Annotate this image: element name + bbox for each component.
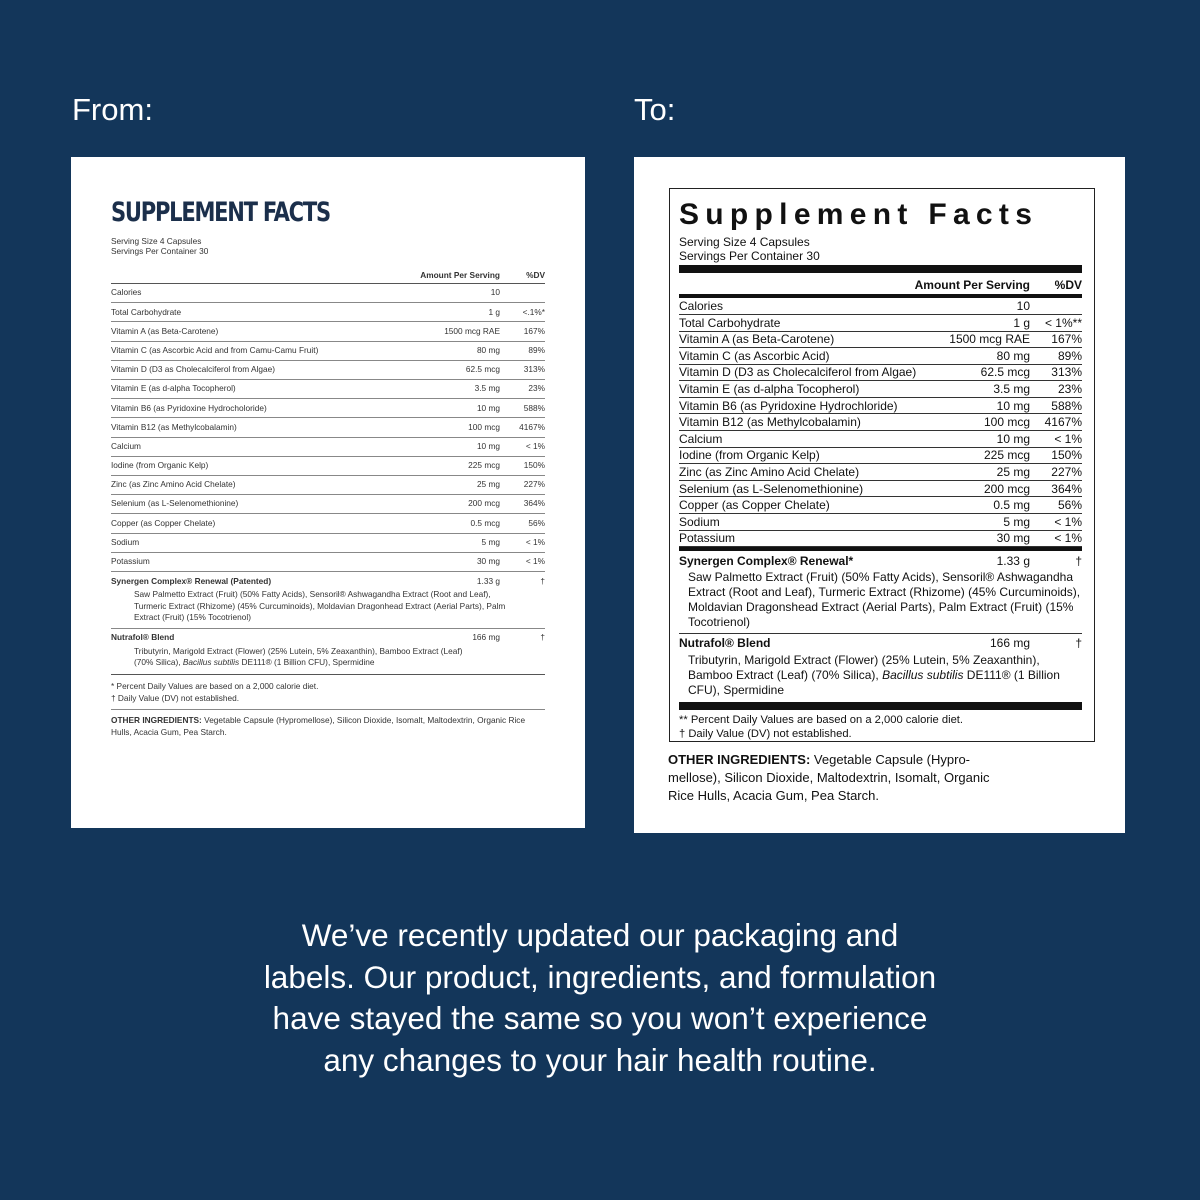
- new-nutrient-row: [679, 365, 1082, 382]
- old-nutrient-row: [111, 361, 545, 380]
- old-nutrient-name: Vitamin E (as d-alpha Tocopherol): [111, 383, 236, 394]
- old-nutrient-name: Copper (as Copper Chelate): [111, 517, 216, 528]
- old-nutrient-amount: 25 mg: [476, 479, 500, 490]
- new-nutrient-row: [679, 431, 1082, 448]
- old-nutrient-name: Potassium: [111, 556, 150, 567]
- to-heading: To:: [634, 92, 676, 127]
- new-nutrient-name: Potassium: [679, 531, 736, 546]
- new-nutrient-row: [679, 448, 1082, 465]
- old-nutrient-name: Selenium (as L-Selenomethionine): [111, 498, 239, 509]
- old-nutrient-dv: 56%: [528, 517, 545, 528]
- new-nutrient-row: [679, 348, 1082, 365]
- new-nutrient-dv: 227%: [1051, 464, 1082, 479]
- old-blend1-header: [111, 577, 545, 587]
- new-col-amount: Amount Per Serving: [914, 277, 1030, 292]
- new-label-title: Supplement Facts: [679, 198, 1039, 231]
- new-blend2-header: [679, 636, 1082, 650]
- old-label-title: SUPPLEMENT FACTS: [111, 197, 330, 228]
- old-nutrient-name: Total Carbohydrate: [111, 306, 182, 317]
- new-blend2-amount: 166 mg: [989, 636, 1030, 651]
- old-nutrient-name: Sodium: [111, 536, 140, 547]
- old-nutrient-name: Iodine (from Organic Kelp): [111, 460, 209, 471]
- new-serving-size: Serving Size 4 Capsules: [679, 235, 810, 249]
- new-nutrient-dv: 364%: [1051, 481, 1082, 496]
- old-nutrient-amount: 10 mg: [476, 402, 500, 413]
- old-nutrient-dv: 227%: [523, 479, 545, 490]
- new-blend1-ingredients: Saw Palmetto Extract (Fruit) (50% Fatty Acids), Sensoril® Ashwagandha Extract (Root and Leaf), Turmeric Extract (Rhizome) (45% Curcuminoids), Moldavian Dragonshead Extract (Aerial Parts), Palm Extract (Fruit) (15% Tocotrienol): [688, 570, 1081, 630]
- old-nutrient-name: Vitamin D (D3 as Cholecalciferol from Algae): [111, 364, 276, 375]
- new-nutrient-amount: 62.5 mcg: [980, 365, 1030, 380]
- new-nutrient-table: [679, 298, 1082, 547]
- old-nutrient-dv: 313%: [523, 364, 545, 375]
- old-nutrient-name: Zinc (as Zinc Amino Acid Chelate): [111, 479, 236, 490]
- new-nutrient-name: Vitamin B12 (as Methylcobalamin): [679, 415, 861, 430]
- new-nutrient-name: Vitamin B6 (as Pyridoxine Hydrochloride): [679, 398, 898, 413]
- old-supplement-facts-panel: [111, 197, 545, 738]
- old-blend2-amount: 166 mg: [472, 631, 500, 642]
- old-blend2-dv: †: [540, 631, 545, 642]
- old-footnote-percent-dv: * Percent Daily Values are based on a 2,000 calorie diet.: [111, 680, 319, 691]
- old-nutrient-dv: 23%: [528, 383, 545, 394]
- new-footnotes: [679, 713, 1082, 742]
- new-nutrient-amount: 1500 mcg RAE: [949, 332, 1030, 347]
- new-nutrient-row: [679, 298, 1082, 315]
- new-nutrient-amount: 25 mg: [996, 464, 1030, 479]
- new-nutrient-dv: 313%: [1051, 365, 1082, 380]
- old-nutrient-dv: < 1%: [525, 536, 545, 547]
- old-nutrient-amount: 62.5 mcg: [465, 364, 500, 375]
- old-blend1-name: Synergen Complex® Renewal (Patented): [111, 575, 272, 586]
- new-nutrient-row: [679, 464, 1082, 481]
- new-nutrient-dv: 89%: [1057, 348, 1082, 363]
- old-nutrient-dv: 4167%: [519, 421, 545, 432]
- new-nutrient-amount: 10 mg: [996, 431, 1030, 446]
- new-footnote-dagger: † Daily Value (DV) not established.: [679, 728, 852, 741]
- new-nutrient-amount: 0.5 mg: [993, 498, 1030, 513]
- old-nutrient-row: [111, 476, 545, 495]
- new-servings-per-container: Servings Per Container 30: [679, 249, 820, 264]
- old-serving-size: Serving Size 4 Capsules: [111, 236, 202, 246]
- old-nutrient-amount: 1 g: [488, 306, 500, 317]
- new-nutrient-amount: 1 g: [1013, 315, 1030, 330]
- new-blend1-name: Synergen Complex® Renewal*: [679, 554, 854, 569]
- new-supplement-facts-panel: [669, 188, 1095, 742]
- new-other-ingredients: OTHER INGREDIENTS: Vegetable Capsule (Hypro-mellose), Silicon Dioxide, Maltodextrin, Isomalt, Organic Rice Hulls, Acacia Gum, Pea Starch.: [668, 752, 990, 804]
- new-nutrient-dv: 167%: [1051, 332, 1082, 347]
- old-nutrient-row: [111, 495, 545, 514]
- old-nutrient-amount: 200 mcg: [468, 498, 500, 509]
- old-col-amount: Amount Per Serving: [420, 269, 500, 280]
- old-table-header: [111, 265, 545, 284]
- old-nutrient-row: [111, 342, 545, 361]
- new-col-dv: %DV: [1054, 277, 1082, 292]
- old-nutrient-dv: 89%: [528, 344, 545, 355]
- old-nutrient-name: Vitamin B6 (as Pyridoxine Hydrocholoride): [111, 402, 267, 413]
- new-nutrient-row: [679, 332, 1082, 349]
- new-nutrient-name: Vitamin C (as Ascorbic Acid): [679, 348, 830, 363]
- old-blend2-name: Nutrafol® Blend: [111, 631, 175, 642]
- new-nutrient-name: Sodium: [679, 514, 720, 529]
- old-nutrient-amount: 1500 mcg RAE: [444, 325, 500, 336]
- old-nutrient-row: [111, 438, 545, 457]
- new-nutrient-dv: < 1%: [1054, 431, 1082, 446]
- new-nutrient-dv: 150%: [1051, 448, 1082, 463]
- old-nutrient-name: Vitamin C (as Ascorbic Acid and from Camu-Camu Fruit): [111, 344, 319, 355]
- new-blend1-amount: 1.33 g: [996, 554, 1030, 569]
- new-nutrient-amount: 100 mcg: [983, 415, 1030, 430]
- old-nutrient-row: [111, 399, 545, 418]
- old-nutrient-dv: <.1%*: [522, 306, 545, 317]
- new-nutrient-row: [679, 481, 1082, 498]
- old-nutrient-row: [111, 284, 545, 303]
- old-nutrient-dv: 364%: [523, 498, 545, 509]
- new-nutrient-name: Total Carbohydrate: [679, 315, 781, 330]
- new-nutrient-amount: 5 mg: [1003, 514, 1030, 529]
- new-nutrient-dv: 56%: [1057, 498, 1082, 513]
- old-nutrient-row: [111, 553, 545, 572]
- new-table-header: [679, 275, 1082, 298]
- new-nutrient-name: Zinc (as Zinc Amino Acid Chelate): [679, 464, 860, 479]
- old-nutrient-dv: 167%: [523, 325, 545, 336]
- old-nutrient-name: Vitamin B12 (as Methylcobalamin): [111, 421, 237, 432]
- new-nutrient-dv: 588%: [1051, 398, 1082, 413]
- new-nutrient-amount: 30 mg: [996, 531, 1030, 546]
- old-nutrient-dv: 150%: [523, 460, 545, 471]
- new-nutrient-name: Calories: [679, 299, 724, 314]
- new-nutrient-dv: < 1%: [1054, 514, 1082, 529]
- new-nutrient-amount: 225 mcg: [983, 448, 1030, 463]
- new-nutrient-row: [679, 514, 1082, 531]
- new-nutrient-row: [679, 497, 1082, 514]
- new-nutrient-row: [679, 414, 1082, 431]
- old-nutrient-row: [111, 534, 545, 553]
- old-blend1-ingredients: Saw Palmetto Extract (Fruit) (50% Fatty Acids), Sensoril® Ashwagandha Extract (Root and Leaf), Turmeric Extract (Rhizome) (45% Curcuminoids), Moldavian Dragonhead Extract (Aerial Parts), Palm Extract (Fruit) (15% Tocotrienol): [134, 589, 506, 622]
- old-nutrient-row: [111, 457, 545, 476]
- new-nutrient-amount: 80 mg: [996, 348, 1030, 363]
- old-nutrient-name: Calcium: [111, 440, 141, 451]
- old-nutrient-amount: 80 mg: [476, 344, 500, 355]
- old-nutrient-dv: < 1%: [525, 440, 545, 451]
- new-blend2-ingredients: Tributyrin, Marigold Extract (Flower) (25% Lutein, 5% Zeaxanthin), Bamboo Extract (Leaf) (70% Silica), Bacillus subtilis DE111® (1 Billion CFU), Spermidine: [688, 652, 1060, 697]
- new-nutrient-amount: 200 mcg: [983, 481, 1030, 496]
- old-nutrient-dv: 588%: [523, 402, 545, 413]
- message-line-2: labels. Our product, ingredients, and formulation: [263, 958, 937, 995]
- old-nutrient-amount: 3.5 mg: [474, 383, 500, 394]
- old-nutrient-amount: 5 mg: [481, 536, 500, 547]
- new-blend1-header: [679, 554, 1082, 568]
- from-heading: From:: [72, 92, 153, 127]
- message-line-1: We’ve recently updated our packaging and: [301, 917, 899, 953]
- new-nutrient-row: [679, 315, 1082, 332]
- old-nutrient-dv: < 1%: [525, 556, 545, 567]
- old-nutrient-row: [111, 514, 545, 533]
- new-nutrient-dv: < 1%: [1054, 531, 1082, 546]
- old-other-ingredients: OTHER INGREDIENTS: Vegetable Capsule (Hypromellose), Silicon Dioxide, Isomalt, Maltodextrin, Organic Rice Hulls, Acacia Gum, Pea Starch.: [111, 709, 545, 738]
- old-nutrient-amount: 225 mcg: [468, 460, 500, 471]
- new-nutrient-dv: < 1%**: [1044, 315, 1082, 330]
- new-nutrient-amount: 10: [1016, 299, 1030, 314]
- new-nutrient-dv: 23%: [1057, 382, 1082, 396]
- old-nutrient-amount: 30 mg: [476, 556, 500, 567]
- old-blend2-header: [111, 633, 545, 643]
- old-nutrient-row: [111, 322, 545, 341]
- new-nutrient-name: Copper (as Copper Chelate): [679, 498, 830, 513]
- old-col-dv: %DV: [526, 269, 545, 280]
- old-label-card: [71, 157, 585, 828]
- new-nutrient-name: Iodine (from Organic Kelp): [679, 448, 820, 463]
- update-message: [0, 915, 1200, 1081]
- new-blend2-name: Nutrafol® Blend: [679, 636, 771, 651]
- old-nutrient-name: Vitamin A (as Beta-Carotene): [111, 325, 219, 336]
- new-blend1-dv: †: [1075, 554, 1082, 569]
- old-nutrient-row: [111, 303, 545, 322]
- old-nutrient-row: [111, 380, 545, 399]
- old-footnote-dagger: † Daily Value (DV) not established.: [111, 692, 240, 703]
- new-nutrient-dv: 4167%: [1044, 415, 1082, 430]
- new-nutrient-name: Selenium (as L-Selenomethionine): [679, 481, 864, 496]
- old-servings-per-container: Servings Per Container 30: [111, 245, 209, 256]
- message-line-3: have stayed the same so you won’t experience: [272, 1000, 928, 1036]
- new-nutrient-row: [679, 381, 1082, 398]
- new-nutrient-name: Calcium: [679, 431, 723, 446]
- new-nutrient-row: [679, 531, 1082, 548]
- new-label-card: [634, 157, 1125, 833]
- new-footnote-percent-dv: ** Percent Daily Values are based on a 2,000 calorie diet.: [679, 713, 964, 726]
- old-blend1-dv: †: [540, 575, 545, 586]
- new-blend2-dv: †: [1075, 636, 1082, 651]
- new-nutrient-name: Vitamin D (D3 as Cholecalciferol from Algae): [679, 365, 917, 380]
- old-nutrient-amount: 100 mcg: [468, 421, 500, 432]
- message-line-4: any changes to your hair health routine.: [323, 1041, 877, 1078]
- new-nutrient-amount: 3.5 mg: [993, 382, 1030, 396]
- old-footnotes: [111, 680, 545, 704]
- old-nutrient-name: Calories: [111, 287, 142, 298]
- old-nutrient-amount: 10 mg: [476, 440, 500, 451]
- new-nutrient-name: Vitamin A (as Beta-Carotene): [679, 332, 835, 347]
- new-nutrient-amount: 10 mg: [996, 398, 1030, 413]
- old-blend2-ingredients: Tributyrin, Marigold Extract (Flower) (25% Lutein, 5% Zeaxanthin), Bamboo Extract (Leaf) (70% Silica), Bacillus subtilis DE111® (1 Billion CFU), Spermidine: [134, 645, 463, 667]
- old-blend1-amount: 1.33 g: [476, 575, 500, 586]
- new-nutrient-name: Vitamin E (as d-alpha Tocopherol): [679, 382, 860, 396]
- old-nutrient-amount: 0.5 mcg: [470, 517, 500, 528]
- old-nutrient-table: [111, 284, 545, 572]
- old-nutrient-amount: 10: [490, 287, 500, 298]
- old-nutrient-row: [111, 418, 545, 437]
- new-nutrient-row: [679, 398, 1082, 415]
